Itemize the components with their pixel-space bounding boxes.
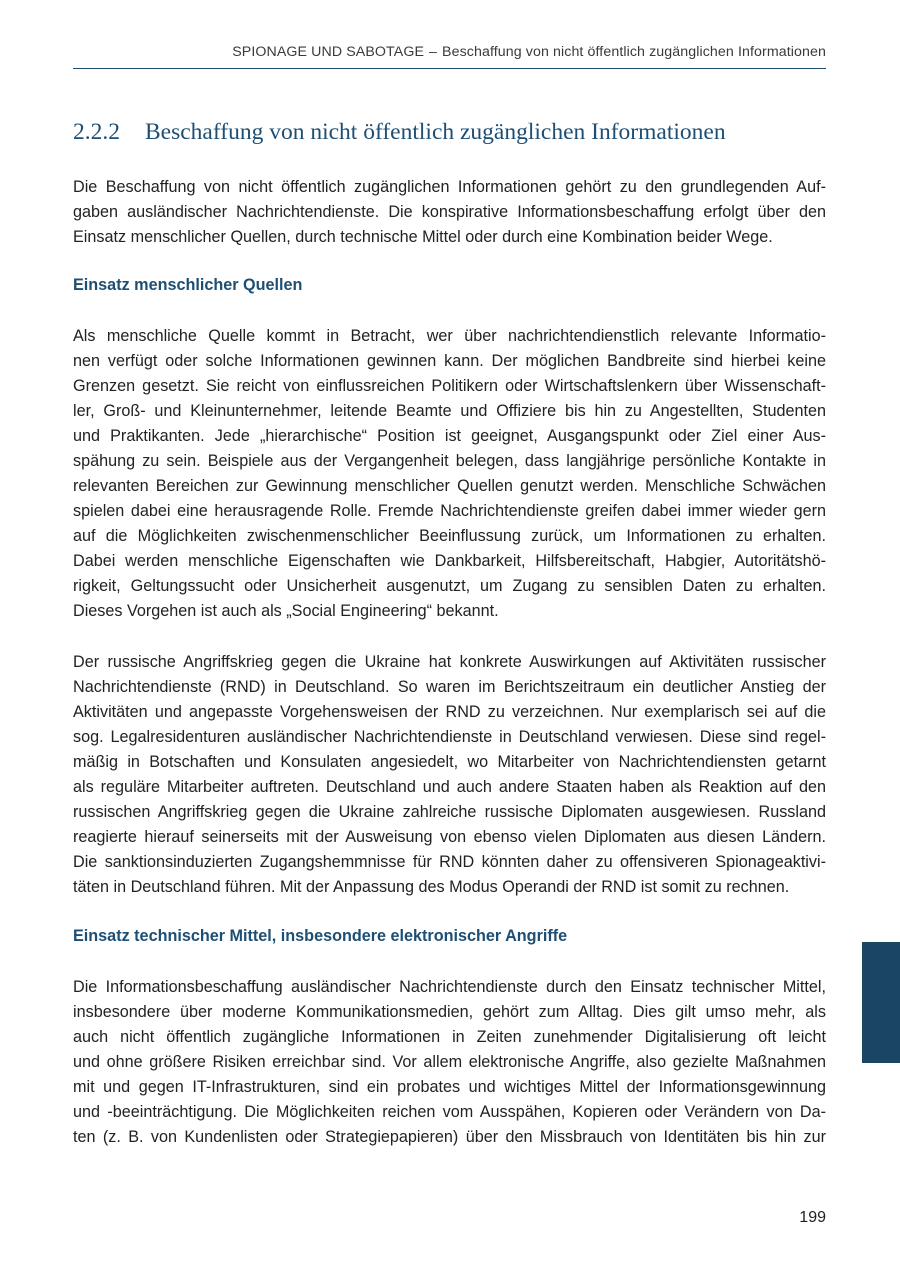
page-number: 199 [799,1209,826,1226]
header-separator: – [429,44,438,60]
text-line: ler, Groß- und Kleinunternehmer, leitende Beamte und Offiziere bis hin zu Angestellten, Studenten [73,402,826,420]
header-rule [73,68,826,69]
text-line: Aktivitäten und angepasste Vorgehensweisen der RND zu verzeichnen. Nur exemplarisch sei auf die [73,703,826,721]
subheading-human-sources: Einsatz menschlicher Quellen [73,276,303,294]
text-line: Einsatz menschlicher Quellen, durch technische Mittel oder durch eine Kombination beider Wege. [73,228,773,246]
human-sources-paragraph-1 [73,324,826,624]
text-line: mäßig in Botschaften und Konsulaten angesiedelt, wo Mitarbeiter von Nachrichtendiensten getarnt [73,753,826,771]
text-line: sog. Legalresidenturen ausländischer Nachrichtendienste in Deutschland verwiesen. Diese sind regel- [73,728,826,746]
header-subtitle: Beschaffung von nicht öffentlich zugänglichen Informationen [442,44,826,60]
technical-means-paragraph-1 [73,975,826,1150]
text-line: Als menschliche Quelle kommt in Betracht, wer über nachrichtendienstlich relevante Informatio- [73,327,826,345]
text-line: spielen dabei eine herausragende Rolle. Fremde Nachrichtendienste greifen dabei immer wieder gern [73,502,826,520]
text-line: russischen Angriffskrieg gegen die Ukraine zahlreiche russische Diplomaten ausgewiesen. Russland [73,803,826,821]
text-line: Die Beschaffung von nicht öffentlich zugänglichen Informationen gehört zu den grundlegenden Auf- [73,178,826,196]
human-sources-paragraph-2 [73,650,826,900]
subheading-technical-means: Einsatz technischer Mittel, insbesondere elektronischer Angriffe [73,927,568,945]
text-line: ten (z. B. von Kundenlisten oder Strategiepapieren) über den Missbrauch von Identitäten bis hin zur [73,1128,826,1146]
text-line: Die Informationsbeschaffung ausländischer Nachrichtendienste durch den Einsatz technischer Mittel, [73,978,826,996]
chapter-side-tab [862,942,900,1063]
text-line: spähung zu sein. Beispiele aus der Vergangenheit belegen, dass langjährige persönliche Kontakte in [73,452,826,470]
text-line: gaben ausländischer Nachrichtendienste. Die konspirative Informationsbeschaffung erfolgt über den [73,203,826,221]
text-line: relevanten Bereichen zur Gewinnung menschlicher Quellen genutzt werden. Menschliche Schwächen [73,477,826,495]
section-heading [73,119,833,146]
intro-paragraph [73,175,826,250]
text-line: und -beeinträchtigung. Die Möglichkeiten reichen vom Ausspähen, Kopieren oder Verändern von Da- [73,1103,826,1121]
text-line: Dabei werden menschliche Eigenschaften wie Dankbarkeit, Hilfsbereitschaft, Habgier, Autoritätshö- [73,552,826,570]
text-line: auf die Möglichkeiten zwischenmenschlicher Beeinflussung zurück, um Informationen zu erhalten. [73,527,826,545]
header-chapter: SPIONAGE UND SABOTAGE [232,44,425,60]
text-line: Nachrichtendienste (RND) in Deutschland. So waren im Berichtszeitraum ein deutlicher Anstieg der [73,678,826,696]
text-line: auch nicht öffentlich zugängliche Informationen in Zeiten zunehmender Digitalisierung oft leicht [73,1028,826,1046]
text-line: reagierte hierauf seinerseits mit der Ausweisung von ebenso vielen Diplomaten aus diesen Ländern. [73,828,826,846]
text-line: mit und gegen IT-Infrastrukturen, sind ein probates und wichtiges Mittel der Informationsgewinnung [73,1078,826,1096]
text-line: und ohne größere Risiken erreichbar sind. Vor allem elektronische Angriffe, also gezielte Maßnahmen [73,1053,826,1071]
text-line: Die sanktionsinduzierten Zugangshemmnisse für RND könnten daher zu offensiveren Spionageaktivi- [73,853,826,871]
text-line: rigkeit, Geltungssucht oder Unsicherheit ausgenutzt, um Zugang zu sensiblen Daten zu erhalten. [73,577,826,595]
text-line: und Praktikanten. Jede „hierarchische“ Position ist geeignet, Ausgangspunkt oder Ziel einer Aus- [73,427,826,445]
text-line: Grenzen gesetzt. Sie reicht von einflussreichen Politikern oder Wirtschaftslenkern über Wissenschaft- [73,377,826,395]
text-line: insbesondere über moderne Kommunikationsmedien, gehört zum Alltag. Dies gilt umso mehr, als [73,1003,826,1021]
text-line: Dieses Vorgehen ist auch als „Social Engineering“ bekannt. [73,602,499,620]
text-line: täten in Deutschland führen. Mit der Anpassung des Modus Operandi der RND ist somit zu rechnen. [73,878,790,896]
section-number: 2.2.2 [73,119,120,145]
running-header [73,44,826,60]
section-title: Beschaffung von nicht öffentlich zugänglichen Informationen [145,119,726,145]
text-line: als reguläre Mitarbeiter auftreten. Deutschland und auch andere Staaten haben als Reaktion auf den [73,778,826,796]
text-line: Der russische Angriffskrieg gegen die Ukraine hat konkrete Auswirkungen auf Aktivitäten russischer [73,653,826,671]
text-line: nen verfügt oder solche Informationen gewinnen kann. Der möglichen Bandbreite sind hierbei keine [73,352,826,370]
